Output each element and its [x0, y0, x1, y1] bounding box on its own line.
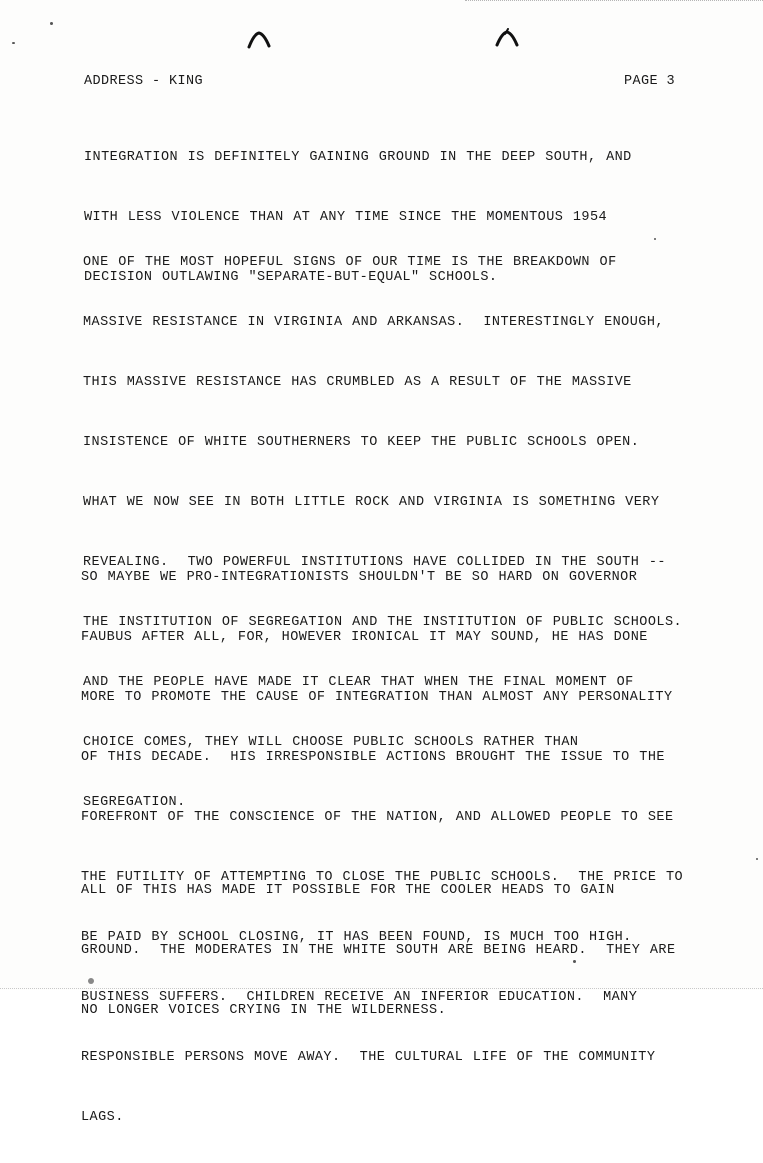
text-line: BE PAID BY SCHOOL CLOSING, IT HAS BEEN FOUND, IS MUCH TOO HIGH.: [81, 930, 632, 945]
text-line: LAGS.: [81, 1110, 124, 1125]
bottom-dotted-edge: [0, 988, 763, 989]
text-line: SEGREGATION.: [83, 795, 186, 810]
text-line: DECISION OUTLAWING "SEPARATE-BUT-EQUAL" SCHOOLS.: [84, 270, 498, 285]
text-line: INSISTENCE OF WHITE SOUTHERNERS TO KEEP THE PUBLIC SCHOOLS OPEN.: [83, 435, 640, 450]
text-line: MASSIVE RESISTANCE IN VIRGINIA AND ARKANSAS. INTERESTINGLY ENOUGH,: [83, 315, 664, 330]
text-line: GROUND. THE MODERATES IN THE WHITE SOUTH ARE BEING HEARD. THEY ARE: [81, 943, 676, 958]
text-line: REVEALING. TWO POWERFUL INSTITUTIONS HAVE COLLIDED IN THE SOUTH --: [83, 555, 666, 570]
scan-speck: [12, 42, 15, 44]
text-line: AND THE PEOPLE HAVE MADE IT CLEAR THAT WHEN THE FINAL MOMENT OF: [83, 675, 634, 690]
text-line: SO MAYBE WE PRO-INTEGRATIONISTS SHOULDN'T BE SO HARD ON GOVERNOR: [81, 570, 638, 585]
punch-mark-left: [246, 30, 272, 50]
page-number: PAGE 3: [624, 74, 676, 89]
paragraph-4: [81, 846, 676, 1056]
document-header-title: ADDRESS - KING: [84, 74, 204, 89]
text-line: THE FUTILITY OF ATTEMPTING TO CLOSE THE PUBLIC SCHOOLS. THE PRICE TO: [81, 870, 684, 885]
text-line: FAUBUS AFTER ALL, FOR, HOWEVER IRONICAL IT MAY SOUND, HE HAS DONE: [81, 630, 648, 645]
text-line: WITH LESS VIOLENCE THAN AT ANY TIME SINCE THE MOMENTOUS 1954: [84, 210, 608, 225]
text-line: THE INSTITUTION OF SEGREGATION AND THE INSTITUTION OF PUBLIC SCHOOLS.: [83, 615, 683, 630]
text-line: MORE TO PROMOTE THE CAUSE OF INTEGRATION THAN ALMOST ANY PERSONALITY: [81, 690, 673, 705]
top-dotted-edge: [465, 0, 763, 1]
scan-speck: [50, 22, 53, 25]
text-line: OF THIS DECADE. HIS IRRESPONSIBLE ACTIONS BROUGHT THE ISSUE TO THE: [81, 750, 665, 765]
text-line: INTEGRATION IS DEFINITELY GAINING GROUND IN THE DEEP SOUTH, AND: [84, 150, 632, 165]
text-line: CHOICE COMES, THEY WILL CHOOSE PUBLIC SCHOOLS RATHER THAN: [83, 735, 579, 750]
punch-mark-right: [494, 28, 520, 48]
scan-speck: [756, 858, 758, 860]
text-line: NO LONGER VOICES CRYING IN THE WILDERNESS.: [81, 1003, 447, 1018]
text-line: ALL OF THIS HAS MADE IT POSSIBLE FOR THE COOLER HEADS TO GAIN: [81, 883, 615, 898]
text-line: FOREFRONT OF THE CONSCIENCE OF THE NATION, AND ALLOWED PEOPLE TO SEE: [81, 810, 674, 825]
text-line: BUSINESS SUFFERS. CHILDREN RECEIVE AN INFERIOR EDUCATION. MANY: [81, 990, 638, 1005]
text-line: RESPONSIBLE PERSONS MOVE AWAY. THE CULTURAL LIFE OF THE COMMUNITY: [81, 1050, 656, 1065]
text-line: THIS MASSIVE RESISTANCE HAS CRUMBLED AS A RESULT OF THE MASSIVE: [83, 375, 632, 390]
text-line: WHAT WE NOW SEE IN BOTH LITTLE ROCK AND VIRGINIA IS SOMETHING VERY: [83, 495, 660, 510]
text-line: ONE OF THE MOST HOPEFUL SIGNS OF OUR TIME IS THE BREAKDOWN OF: [83, 255, 617, 270]
